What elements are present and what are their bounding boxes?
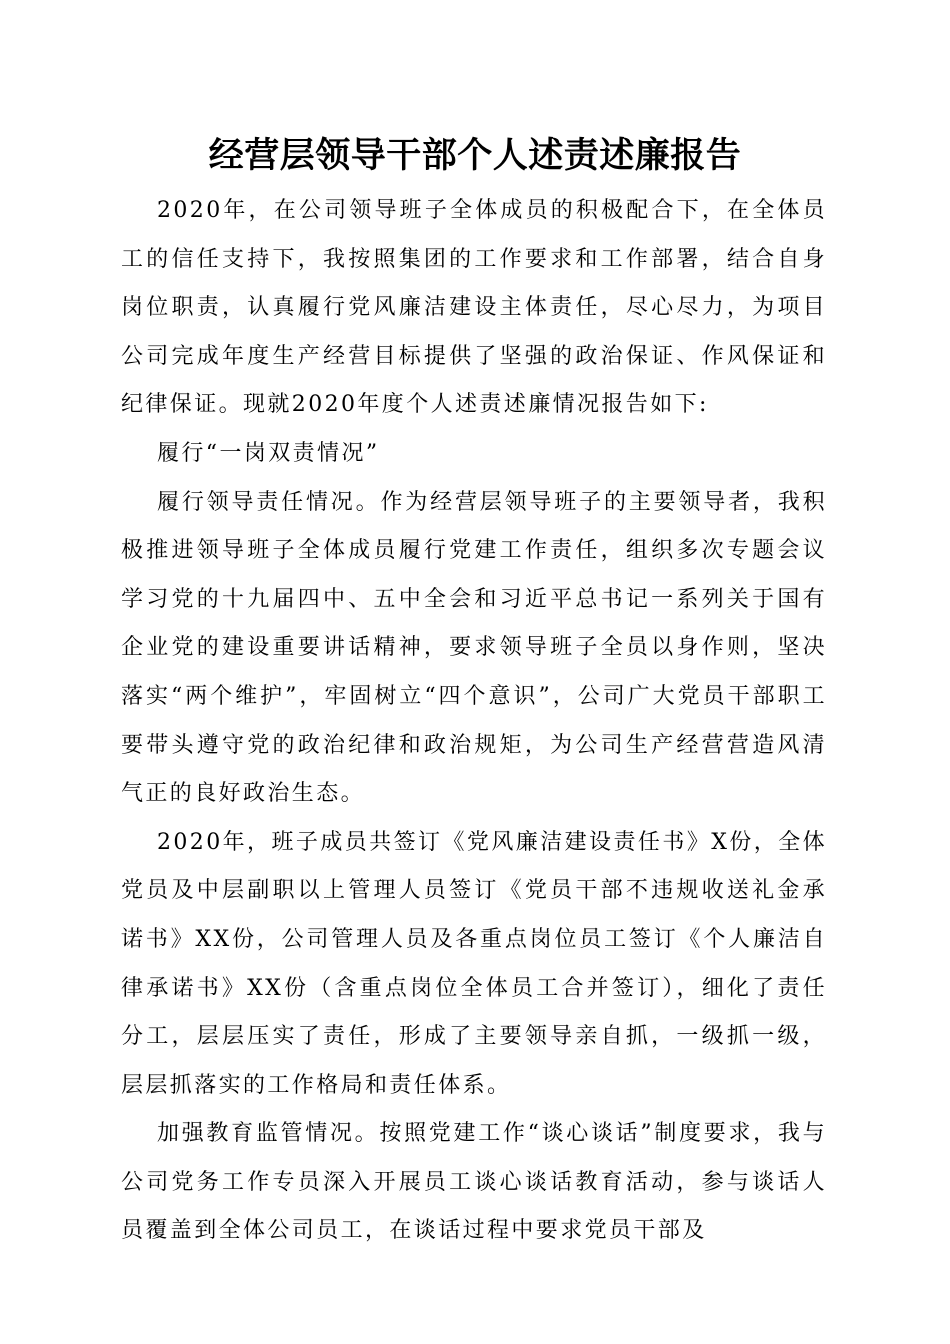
paragraph-education: 加强教育监管情况。按照党建工作“谈心谈话”制度要求，我与公司党务工作专员深入开展员工谈心谈话教育活动，参与谈话人员覆盖到全体公司员工，在谈话过程中要求党员干部及 xyxy=(121,1121,827,1244)
paragraph-pledges: 2020年，班子成员共签订《党风廉洁建设责任书》X份，全体党员及中层副职以上管理人员签订《党员干部不违规收送礼金承诺书》XX份，公司管理人员及各重点岗位员工签订《个人廉洁自律承诺书》XX份（含重点岗位全体员工合并签订），细化了责任分工，层层压实了责任，形成了主要领导亲自抓，一级抓一级，层层抓落实的工作格局和责任体系。 xyxy=(121,829,827,1098)
document-body xyxy=(121,187,827,1256)
section-heading-duties: 履行“一岗双责情况” xyxy=(157,440,380,466)
paragraph-intro: 2020年，在公司领导班子全体成员的积极配合下，在全体员工的信任支持下，我按照集团的工作要求和工作部署，结合自身岗位职责，认真履行党风廉洁建设主体责任，尽心尽力，为项目公司完成年度生产经营目标提供了坚强的政治保证、作风保证和纪律保证。现就2020年度个人述责述廉情况报告如下: xyxy=(121,198,827,418)
document-title: 经营层领导干部个人述责述廉报告 xyxy=(208,135,742,176)
paragraph-leadership: 履行领导责任情况。作为经营层领导班子的主要领导者，我积极推进领导班子全体成员履行党建工作责任，组织多次专题会议学习党的十九届四中、五中全会和习近平总书记一系列关于国有企业党的建设重要讲话精神，要求领导班子全员以身作则，坚决落实“两个维护”，牢固树立“四个意识”，公司广大党员干部职工要带头遵守党的政治纪律和政治规矩，为公司生产经营营造风清气正的良好政治生态。 xyxy=(121,489,827,807)
